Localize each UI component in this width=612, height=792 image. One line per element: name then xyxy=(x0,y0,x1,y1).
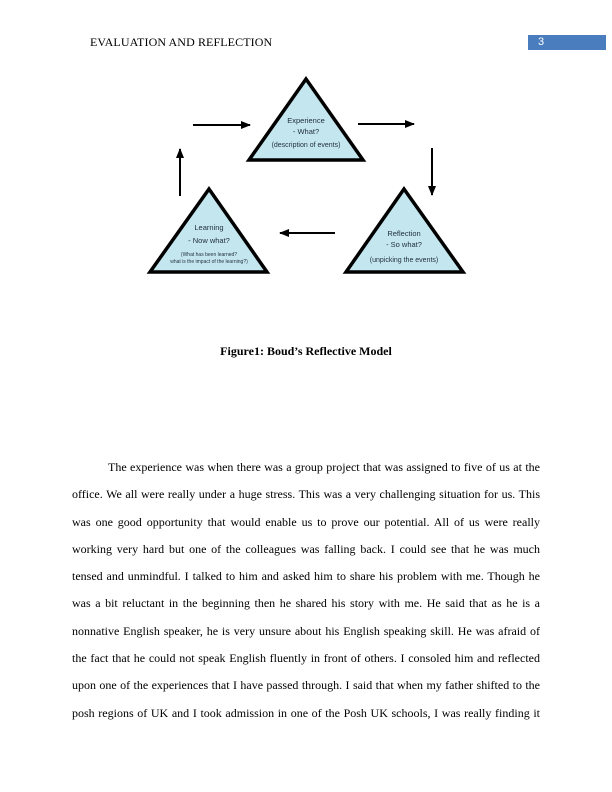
page-number: 3 xyxy=(528,35,606,50)
paragraph-line: the fact that he could not speak English fluently in front of others. I consoled him and reflected xyxy=(72,651,540,666)
reflection-question: - So what? xyxy=(386,240,422,249)
experience-title: Experience xyxy=(287,116,325,125)
paragraph-line: posh regions of UK and I took admission in one of the Posh UK schools, I was really finding it xyxy=(72,705,540,720)
learning-detail-line2: what is the impact of the learning?) xyxy=(170,259,248,265)
paragraph-line: was a bit reluctant in the beginning then he shared his story with me. He said that as he is a xyxy=(72,596,540,611)
learning-detail-line1: (What has been learned? xyxy=(180,252,238,258)
paragraph-line: upon one of the experiences that I have passed through. I said that when my father shifted to the xyxy=(72,678,540,693)
body-paragraph xyxy=(72,454,540,727)
paragraph-line: working very hard but one of the colleagues was falling back. I could see that he was much xyxy=(72,541,540,556)
figure-caption: Figure1: Boud’s Reflective Model xyxy=(220,344,392,358)
reflection-detail: (unpicking the events) xyxy=(369,257,439,264)
paragraph-line: tensed and unmindful. I talked to him and asked him to share his problem with me. Though he xyxy=(72,569,540,584)
experience-question: - What? xyxy=(292,127,320,136)
boud-reflective-model-diagram xyxy=(0,0,612,330)
paragraph-line: office. We all were really under a huge stress. This was a very challenging situation for us. This xyxy=(72,487,540,502)
running-header: EVALUATION AND REFLECTION xyxy=(90,35,273,49)
learning-question: - Now what? xyxy=(188,236,230,245)
paragraph-line: The experience was when there was a group project that was assigned to five of us at the xyxy=(108,460,540,474)
experience-detail: (description of events) xyxy=(271,142,341,149)
paragraph-line: nonnative English speaker, he is very unsure about his English speaking skill. He was afraid of xyxy=(72,623,540,638)
reflection-title: Reflection xyxy=(387,229,421,238)
paragraph-line: was one good opportunity that would enable us to prove our potential. All of us were really xyxy=(72,514,540,529)
learning-title: Learning xyxy=(194,223,224,232)
